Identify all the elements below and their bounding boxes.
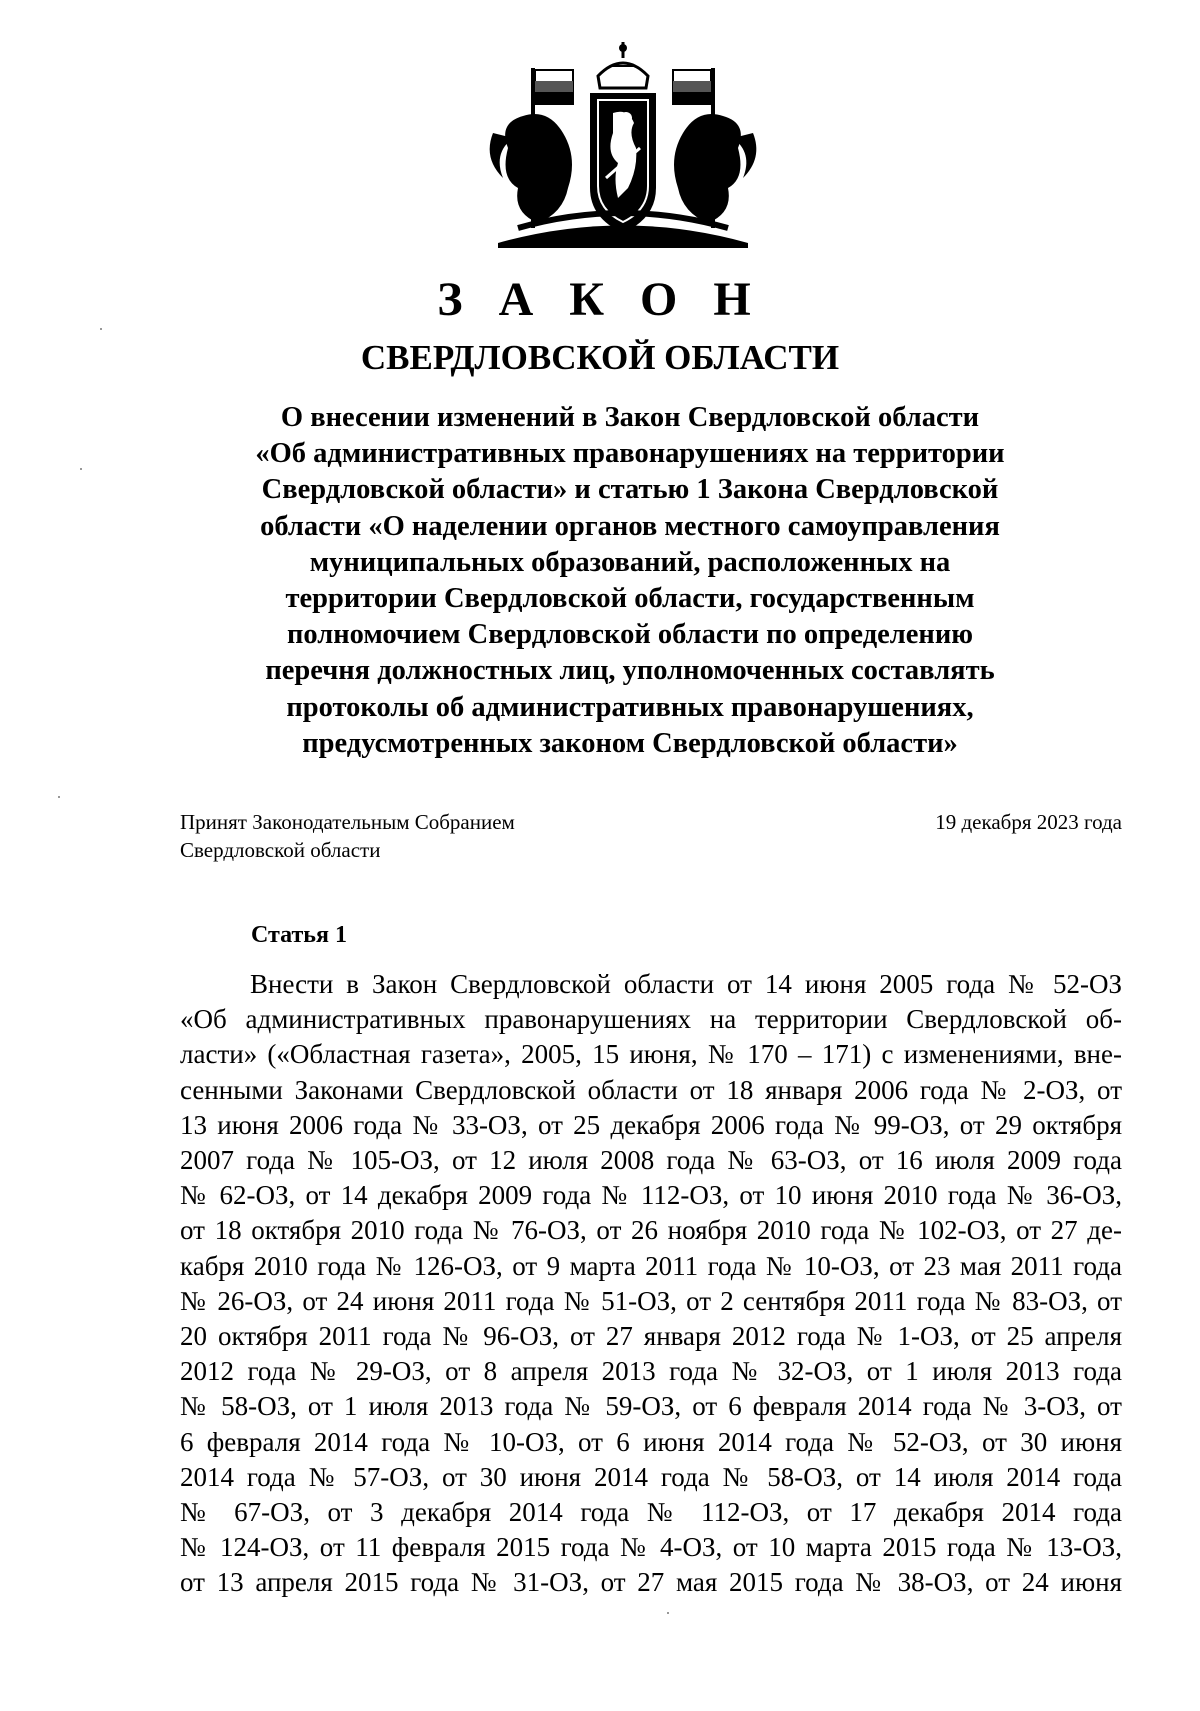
adopted-line: Свердловской области xyxy=(180,838,381,862)
body-line: № 67-ОЗ, от 3 декабря 2014 года № 112-ОЗ, от 17 декабря 2014 года xyxy=(180,1497,1122,1528)
body-line: кабря 2010 года № 126-ОЗ, от 9 марта 2011 года № 10-ОЗ, от 23 мая 2011 года xyxy=(180,1250,1122,1281)
body-line: 6 февраля 2014 года № 10-ОЗ, от 6 июня 2014 года № 52-ОЗ, от 30 июня xyxy=(180,1426,1122,1457)
body-line: ласти» («Областная газета», 2005, 15 июня, № 170 – 171) с изменениями, вне- xyxy=(180,1039,1122,1070)
article-title: Статья 1 xyxy=(251,922,347,948)
body-line: № 58-ОЗ, от 1 июля 2013 года № 59-ОЗ, от 6 февраля 2014 года № 3-ОЗ, от xyxy=(180,1391,1122,1422)
adopted-date: 19 декабря 2023 года xyxy=(935,810,1122,834)
heading-line: перечня должностных лиц, уполномоченных составлять xyxy=(265,655,995,687)
body-line: 13 июня 2006 года № 33-ОЗ, от 25 декабря 2006 года № 99-ОЗ, от 29 октября xyxy=(180,1109,1122,1140)
heading-line: полномочием Свердловской области по определению xyxy=(286,619,974,651)
document-title: З А К О Н xyxy=(437,273,763,326)
body-line: от 13 апреля 2015 года № 31-ОЗ, от 27 мая 2015 года № 38-ОЗ, от 24 июня xyxy=(180,1567,1122,1598)
body-line: № 62-ОЗ, от 14 декабря 2009 года № 112-ОЗ, от 10 июня 2010 года № 36-ОЗ, xyxy=(180,1180,1122,1211)
body-line: сенными Законами Свердловской области от 18 января 2006 года № 2-ОЗ, от xyxy=(180,1074,1122,1105)
heading-line: протоколы об административных правонарушениях, xyxy=(286,691,974,723)
body-line: 20 октября 2011 года № 96-ОЗ, от 27 января 2012 года № 1-ОЗ, от 25 апреля xyxy=(180,1321,1122,1352)
article-body xyxy=(180,967,1122,1601)
heading-line: муниципальных образований, расположенных на xyxy=(309,546,951,578)
body-line: «Об административных правонарушениях на территории Свердловской об- xyxy=(180,1004,1122,1035)
law-heading xyxy=(195,400,1065,762)
heading-line: области «О наделении органов местного самоуправления xyxy=(260,510,1000,542)
heading-line: «Об административных правонарушениях на территории xyxy=(255,438,1005,470)
heading-line: предусмотренных законом Свердловской области» xyxy=(302,727,958,759)
heading-line: О внесении изменений в Закон Свердловской области xyxy=(280,402,980,433)
document-region: СВЕРДЛОВСКОЙ ОБЛАСТИ xyxy=(360,338,840,377)
adopted-line: Принят Законодательным Собранием xyxy=(180,810,515,834)
body-line: Внести в Закон Свердловской области от 14 июня 2005 года № 52-ОЗ xyxy=(250,969,1122,999)
body-line: от 18 октября 2010 года № 76-ОЗ, от 26 ноября 2010 года № 102-ОЗ, от 27 де- xyxy=(180,1215,1122,1246)
body-line: 2014 года № 57-ОЗ, от 30 июня 2014 года № 58-ОЗ, от 14 июля 2014 года xyxy=(180,1461,1122,1492)
scan-speck xyxy=(667,1612,669,1614)
body-line: 2012 года № 29-ОЗ, от 8 апреля 2013 года № 32-ОЗ, от 1 июля 2013 года xyxy=(180,1356,1122,1387)
body-line: 2007 года № 105-ОЗ, от 12 июля 2008 года № 63-ОЗ, от 16 июля 2009 года xyxy=(180,1145,1122,1176)
adopted-by xyxy=(180,808,515,864)
coat-of-arms-emblem xyxy=(478,38,768,250)
scan-speck xyxy=(100,328,102,330)
heading-line: Свердловской области» и статью 1 Закона Свердловской xyxy=(261,474,999,506)
body-line: № 124-ОЗ, от 11 февраля 2015 года № 4-ОЗ, от 10 марта 2015 года № 13-ОЗ, xyxy=(180,1532,1122,1563)
body-line: № 26-ОЗ, от 24 июня 2011 года № 51-ОЗ, от 2 сентября 2011 года № 83-ОЗ, от xyxy=(180,1285,1122,1316)
scan-speck xyxy=(58,796,60,798)
heading-line: территории Свердловской области, государственным xyxy=(285,583,975,615)
scan-speck xyxy=(80,468,82,470)
